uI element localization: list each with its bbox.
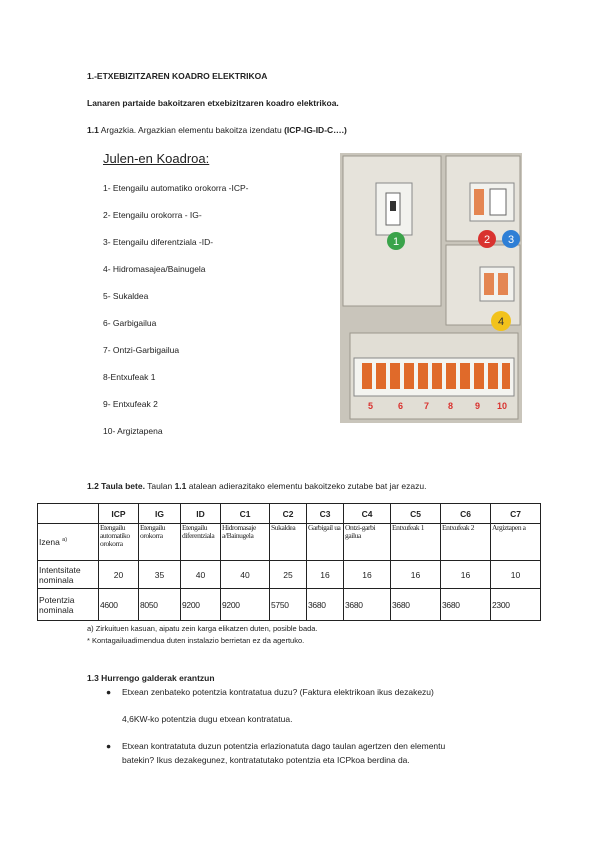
- koadro-item: 2- Etengailu orokorra - IG-: [103, 210, 202, 220]
- table-cell-name: Entxufeak 1: [391, 524, 441, 561]
- s12-text2: atalean adierazitako elementu bakoitzeko zutabe bat jar ezazu.: [186, 481, 427, 491]
- row-label-izena: [38, 524, 99, 561]
- table-cell-value: 3680: [307, 589, 344, 621]
- subtitle-num: 1.1: [87, 125, 99, 135]
- photo-label-4: 4: [497, 316, 505, 328]
- table-header: ID: [181, 504, 221, 524]
- answer-1: 4,6KW-ko potentzia dugu etxean kontratatua.: [122, 714, 293, 724]
- subtitle-1-1: [87, 125, 347, 135]
- intro-text: Lanaren partaide bakoitzaren etxebizitzaren koadro elektrikoa.: [87, 98, 339, 108]
- s12-bold: 1.2 Taula bete.: [87, 481, 145, 491]
- table-cell-name: Hidromasaje a/Bainugela: [221, 524, 270, 561]
- photo-label-2: 2: [483, 234, 491, 246]
- table-cell-value: 3680: [441, 589, 491, 621]
- table-header: C6: [441, 504, 491, 524]
- table-row-izena: [38, 524, 541, 561]
- koadro-item: 5- Sukaldea: [103, 291, 149, 301]
- question-2-line-2: batekin? Ikus dezakegunez, kontratatutako potentzia eta ICPkoa berdina da.: [122, 755, 410, 765]
- table-header: C2: [270, 504, 307, 524]
- table-cell-value: 3680: [344, 589, 391, 621]
- table-cell-name: Etengailu orokorra: [139, 524, 181, 561]
- table-cell-value: 3680: [391, 589, 441, 621]
- subtitle-1-3: 1.3 Hurrengo galderak erantzun: [87, 673, 215, 683]
- table-cell-name: Garbigail ua: [307, 524, 344, 561]
- table-row-potentzia: [38, 589, 541, 621]
- row-label-izena-text: Izena: [39, 537, 60, 547]
- table-cell-value: 2300: [491, 589, 541, 621]
- photo-label-8: 8: [448, 401, 454, 411]
- photo-label-1: 1: [392, 236, 400, 248]
- subtitle-codes: (ICP-IG-ID-C….): [284, 125, 347, 135]
- table-cell-value: 8050: [139, 589, 181, 621]
- table-cell-value: 4600: [99, 589, 139, 621]
- table-cell-value: 16: [391, 561, 441, 589]
- bullet-icon: ●: [106, 741, 112, 751]
- question-1: Etxean zenbateko potentzia kontratatua duzu? (Faktura elektrikoan ikus dezakezu): [122, 687, 434, 697]
- koadro-item: 1- Etengailu automatiko orokorra -ICP-: [103, 183, 249, 193]
- photo-label-5: 5: [368, 401, 374, 411]
- photo-label-9: 9: [475, 401, 481, 411]
- koadro-item: 7- Ontzi-Garbigailua: [103, 345, 180, 355]
- table-corner: [38, 504, 99, 524]
- s12-bold2: 1.1: [174, 481, 187, 491]
- photo-label-3: 3: [507, 234, 515, 246]
- footnote-star: * Kontagailuadimendua duten instalazio berrietan ez da agertuko.: [87, 636, 305, 645]
- koadro-title: Julen-en Koadroa:: [103, 151, 210, 166]
- footnote-a: a) Zirkuituen kasuan, aipatu zein karga elikatzen duten, posible bada.: [87, 624, 318, 633]
- table-cell-value: 9200: [221, 589, 270, 621]
- subtitle-text: Argazkia. Argazkian elementu bakoitza izendatu: [98, 125, 285, 135]
- table-header-row: [38, 504, 541, 524]
- table-cell-value: 16: [441, 561, 491, 589]
- table-cell-name: Argiztapen a: [491, 524, 541, 561]
- table-cell-name: Etengailu automatiko orokorra: [99, 524, 139, 561]
- izena-sup: a): [62, 537, 68, 544]
- koadro-item: 6- Garbigailua: [103, 318, 157, 328]
- s12-text: Taulan: [144, 481, 175, 491]
- elements-table: [37, 503, 541, 621]
- table-cell-value: 40: [221, 561, 270, 589]
- koadro-item: 4- Hidromasajea/Bainugela: [103, 264, 206, 274]
- table-cell-name: Etengailu diferentziala: [181, 524, 221, 561]
- photo-label-10: 10: [497, 401, 508, 411]
- bullet-icon: ●: [106, 687, 112, 697]
- table-header: C5: [391, 504, 441, 524]
- table-cell-value: 40: [181, 561, 221, 589]
- table-cell-value: 25: [270, 561, 307, 589]
- koadro-item: 8-Entxufeak 1: [103, 372, 156, 382]
- table-cell-value: 16: [307, 561, 344, 589]
- table-cell-name: Ontzi-garbi gailua: [344, 524, 391, 561]
- panel-photo: [340, 153, 522, 423]
- panel-photo-svg: [340, 153, 522, 423]
- koadro-item: 3- Etengailu diferentziala -ID-: [103, 237, 214, 247]
- row-label-intentsitate: Intentsitate nominala: [38, 561, 99, 589]
- row-label-potentzia: Potentzia nominala: [38, 589, 99, 621]
- table-cell-value: 35: [139, 561, 181, 589]
- table-cell-value: 9200: [181, 589, 221, 621]
- table-cell-value: 5750: [270, 589, 307, 621]
- table-header: IG: [139, 504, 181, 524]
- question-2-line-1: Etxean kontratatuta duzun potentzia erlazionatuta dago taulan agertzen den elementu: [122, 741, 446, 751]
- table-header: C3: [307, 504, 344, 524]
- table-header: ICP: [99, 504, 139, 524]
- section-title: 1.-ETXEBIZITZAREN KOADRO ELEKTRIKOA: [87, 71, 268, 81]
- table-cell-value: 20: [99, 561, 139, 589]
- photo-label-7: 7: [424, 401, 430, 411]
- table-cell-value: 16: [344, 561, 391, 589]
- table-cell-name: Entxufeak 2: [441, 524, 491, 561]
- table-header: C4: [344, 504, 391, 524]
- table-cell-name: Sukaldea: [270, 524, 307, 561]
- subtitle-1-2: [87, 481, 426, 491]
- koadro-item: 9- Entxufeak 2: [103, 399, 158, 409]
- table-header: C1: [221, 504, 270, 524]
- table-cell-value: 10: [491, 561, 541, 589]
- table-row-intentsitate: [38, 561, 541, 589]
- table-header: C7: [491, 504, 541, 524]
- photo-label-6: 6: [398, 401, 404, 411]
- koadro-item: 10- Argiztapena: [103, 426, 163, 436]
